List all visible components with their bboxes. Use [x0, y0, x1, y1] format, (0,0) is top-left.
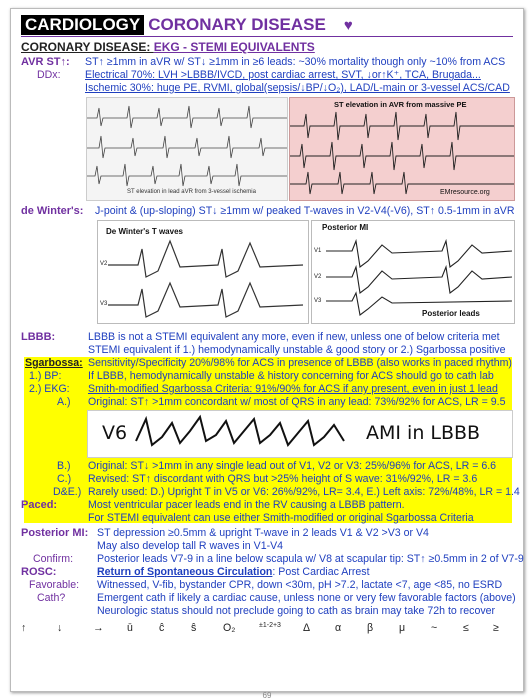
- bp-label: 1.) BP:: [29, 370, 62, 382]
- posterior-label: Posterior MI:: [21, 527, 89, 539]
- symbol-beta: β: [367, 622, 374, 634]
- avr-ecg-image-2: [289, 97, 515, 201]
- category-title: CORONARY DISEASE: [148, 15, 326, 34]
- avr-image2-credit: EMresource.org: [440, 189, 490, 196]
- posterior-mi-ecg-image: [311, 220, 515, 324]
- symbol-delta: Δ: [303, 622, 311, 634]
- posterior-lead-v3: V3: [314, 298, 322, 304]
- header-divider: [21, 36, 513, 37]
- cath-line2: Neurologic status should not preclude going to cath as brain may take 72h to recover: [97, 605, 496, 617]
- header: [21, 15, 353, 35]
- section-title: CARDIOLOGY: [21, 15, 144, 35]
- symbol-u-bar: ū: [127, 622, 133, 634]
- cath-label: Cath?: [37, 592, 66, 604]
- sgarbossa-label: Sgarbossa:: [25, 357, 83, 369]
- lbbb-line2: STEMI equivalent if 1.) hemodynamically unstable & good story or 2.) Sgarbossa positive: [88, 344, 506, 356]
- lbbb-strip-image: [87, 410, 513, 458]
- lbbb-line1: LBBB is not a STEMI equivalent any more, even if new, unless one of below criteria met: [88, 331, 500, 343]
- strip-note: AMI in LBBB: [366, 422, 481, 444]
- confirm-label: Confirm:: [33, 553, 74, 565]
- avr-image1-caption: ST elevation in lead aVR from 3-vessel ischemia: [127, 189, 256, 195]
- avr-label: AVR ST↑:: [21, 56, 70, 68]
- symbol-s-hat: ŝ: [191, 622, 197, 634]
- page-title: CORONARY DISEASE: EKG - STEMI EQUIVALENTS: [21, 40, 315, 54]
- symbol-alpha: α: [335, 622, 342, 634]
- symbol-c-hat: ĉ: [159, 622, 165, 634]
- dewinter-ecg-image: [97, 220, 309, 324]
- paced-label: Paced:: [21, 499, 58, 511]
- posterior-image-caption: Posterior leads: [422, 309, 480, 318]
- criterion-b-label: B.): [57, 460, 71, 472]
- symbol-down-arrow: ↓: [57, 622, 63, 634]
- criterion-a-text: Original: ST↑ >1mm concordant w/ most of QRS in any lead: 73%/92% for ACS, LR = 9.5: [88, 396, 506, 408]
- posterior-line2: May also develop tall R waves in V1-V4: [97, 540, 284, 552]
- symbol-superscripts: ±1-2+3: [259, 622, 281, 629]
- avr-image2-title: ST elevation in AVR from massive PE: [334, 100, 467, 109]
- avr-ecg-trace-1: [87, 98, 287, 200]
- symbol-mu: μ: [399, 622, 406, 634]
- criterion-b-text: Original: ST↓ >1mm in any single lead out of V1, V2 or V3: 25%/96% for ACS, LR = 6.6: [88, 460, 497, 472]
- favorable-label: Favorable:: [29, 579, 80, 591]
- page-number: 69: [262, 691, 272, 700]
- ddx-electrical: Electrical 70%: LVH >LBBB/IVCD, post cardiac arrest, SVT, ↓or↑K⁺, TCA, Brugada...: [85, 69, 481, 81]
- dewinter-lead-v2: V2: [100, 261, 108, 267]
- avr-line1: ST↑ ≥1mm in aVR w/ ST↓ ≥1mm in ≥6 leads: ~30% mortality though only ~10% from ACS: [85, 56, 506, 68]
- symbol-le: ≤: [463, 622, 469, 634]
- ekg-label: 2.) EKG:: [29, 383, 70, 395]
- paced-line1: Most ventricular pacer leads end in the RV causing a LBBB pattern.: [88, 499, 405, 511]
- avr-ecg-trace-2: [290, 98, 514, 200]
- dewinter-lead-v3: V3: [100, 301, 108, 307]
- heart-icon: ♥: [343, 16, 353, 34]
- rosc-label: ROSC:: [21, 566, 57, 578]
- symbol-row: [21, 622, 513, 636]
- avr-ecg-image-1: [86, 97, 288, 201]
- paced-line2: For STEMI equivalent can use either Smith-modified or original Sgarbossa Criteria: [88, 512, 474, 524]
- criterion-c-label: C.): [57, 473, 72, 485]
- symbol-ge: ≥: [493, 622, 499, 634]
- ddx-ischemic: Ischemic 30%: huge PE, RVMI, global(sepsis/↓BP/↓O₂), LAD/L-main or 3-vessel ACS/CAD: [85, 82, 510, 94]
- posterior-lead-v1: V1: [314, 248, 322, 254]
- page: [10, 8, 524, 700]
- confirm-text: Posterior leads V7-9 in a line below scapula w/ V8 at scapular tip: ST↑ ≥0.5mm in 2 of V7-9: [97, 553, 524, 565]
- ddx-label: DDx:: [37, 69, 61, 81]
- symbol-tilde: ~: [431, 622, 438, 634]
- dewinter-label: de Winter's:: [21, 205, 84, 217]
- rosc-title: Return of Spontaneous Circulation: Post Cardiac Arrest: [97, 566, 370, 578]
- posterior-image-title: Posterior MI: [322, 223, 369, 232]
- symbol-right-arrow: →: [93, 622, 104, 634]
- strip-lead-label: V6: [102, 422, 128, 444]
- favorable-text: Witnessed, V-fib, bystander CPR, down <30m, pH >7.2, lactate <7, age <85, no ESRD: [97, 579, 503, 591]
- criterion-c-text: Revised: ST↑ discordant with QRS but >25% height of S wave: 31%/92%, LR = 3.6: [88, 473, 478, 485]
- criterion-a-label: A.): [57, 396, 71, 408]
- lbbb-label: LBBB:: [21, 331, 56, 343]
- criterion-de-label: D&E.): [53, 486, 82, 498]
- ekg-text: Smith-modified Sgarbossa Criteria: 91%/90% for ACS if any present, even in just 1 lead: [88, 383, 498, 395]
- dewinter-text: J-point & (up-sloping) ST↓ ≥1mm w/ peaked T-waves in V2-V4(-V6), ST↑ 0.5-1mm in aVR: [95, 205, 515, 217]
- dewinter-image-title: De Winter's T waves: [106, 227, 183, 236]
- cath-line1: Emergent cath if likely a cardiac cause, unless none or very few favorable factors (above): [97, 592, 516, 604]
- posterior-lead-v2: V2: [314, 274, 322, 280]
- sgarbossa-text: Sensitivity/Specificity 20%/98% for ACS in presence of LBBB (also works in paced rhythm): [88, 357, 512, 369]
- bp-text: If LBBB, hemodynamically unstable & history concerning for ACS should go to cath lab: [88, 370, 494, 382]
- posterior-line1: ST depression ≥0.5mm & upright T-wave in 2 leads V1 & V2 >V3 or V4: [97, 527, 429, 539]
- criterion-de-text: Rarely used: D.) Upright T in V5 or V6: 26%/92%, LR= 3.4, E.) Left axis: 72%/48%, LR = 1.4: [88, 486, 520, 498]
- posterior-mi-ecg-trace: [312, 221, 514, 323]
- symbol-o2: O₂: [223, 622, 236, 634]
- symbol-up-arrow: ↑: [21, 622, 27, 634]
